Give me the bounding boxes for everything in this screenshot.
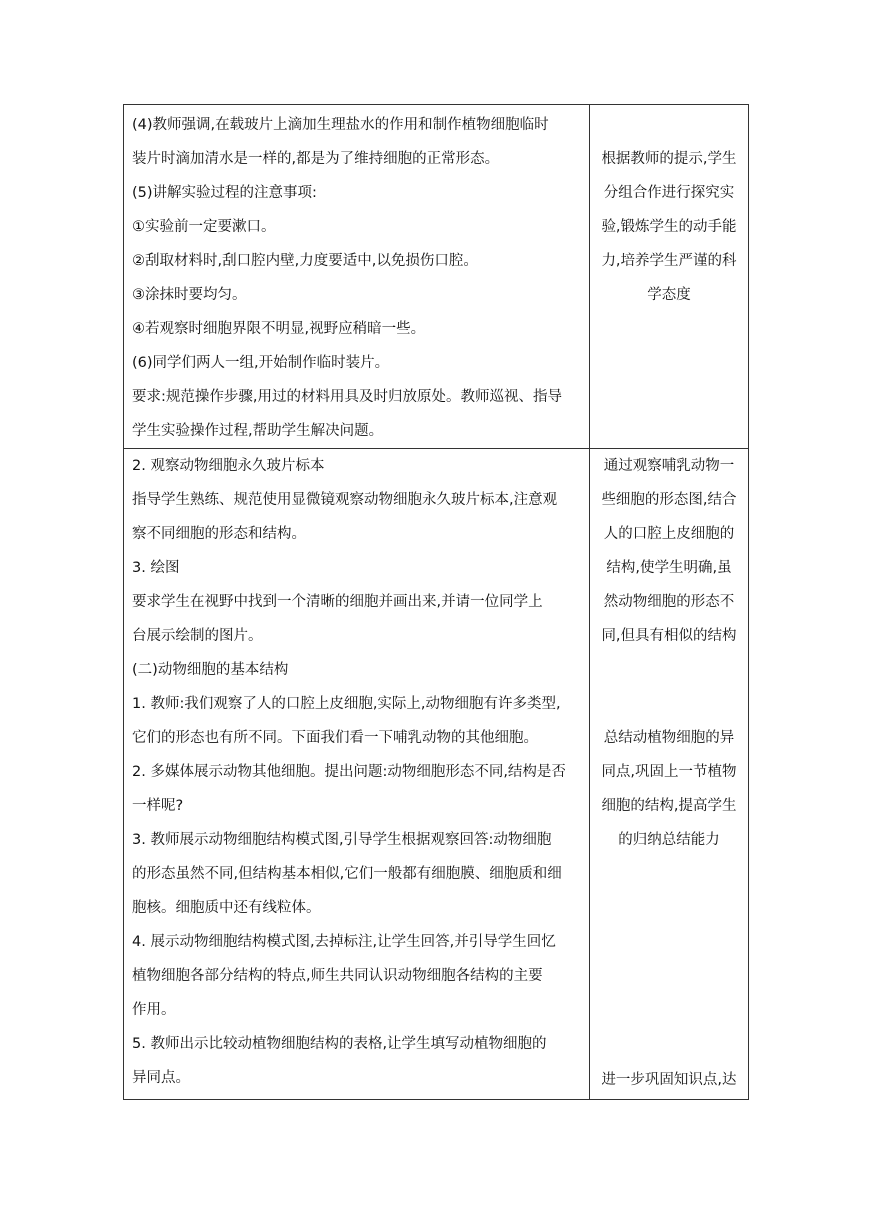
text-line: 的形态虽然不同,但结构基本相似,它们一般都有细胞膜、细胞质和细 [132, 866, 562, 882]
text-line: 通过观察哺乳动物一 [603, 458, 735, 474]
text-line: (5)讲解实验过程的注意事项: [132, 185, 317, 201]
text-line: 2. 观察动物细胞永久玻片标本 [132, 458, 325, 474]
text-line: 一样呢? [132, 798, 184, 814]
text-line: ①实验前一定要漱口。 [132, 219, 276, 235]
text-line: 装片时滴加清水是一样的,都是为了维持细胞的正常形态。 [132, 151, 500, 167]
text-line: 胞核。细胞质中还有线粒体。 [132, 900, 321, 916]
text-line: 察不同细胞的形态和结构。 [132, 526, 306, 542]
design-intent-cell [590, 449, 749, 1100]
text-line: (6)同学们两人一组,开始制作临时装片。 [132, 355, 390, 371]
text-line: 要求:规范操作步骤,用过的材料用具及时归放原处。教师巡视、指导 [132, 389, 562, 405]
text-line: 要求学生在视野中找到一个清晰的细胞并画出来,并请一位同学上 [132, 594, 543, 610]
text-line: 1. 教师:我们观察了人的口腔上皮细胞,实际上,动物细胞有许多类型, [132, 696, 561, 712]
design-intent-cell [590, 105, 749, 449]
text-line: 5. 教师出示比较动植物细胞结构的表格,让学生填写动植物细胞的 [132, 1036, 547, 1052]
teacher-activity-text [124, 449, 589, 1099]
text-line: 学态度 [647, 287, 691, 303]
text-line: ③涂抹时要均匀。 [132, 287, 247, 303]
text-line: 3. 教师展示动物细胞结构模式图,引导学生根据观察回答:动物细胞 [132, 832, 552, 848]
text-line: ④若观察时细胞界限不明显,视野应稍暗一些。 [132, 321, 426, 337]
table-row [124, 105, 749, 449]
text-line: (4)教师强调,在载玻片上滴加生理盐水的作用和制作植物细胞临时 [132, 117, 549, 133]
text-line: 学生实验操作过程,帮助学生解决问题。 [132, 423, 384, 439]
text-line: 力,培养学生严谨的科 [601, 253, 737, 269]
text-line: 验,锻炼学生的动手能 [601, 219, 737, 235]
text-line: 结构,使学生明确,虽 [606, 560, 732, 576]
design-intent-text [590, 105, 748, 448]
text-line: 根据教师的提示,学生 [601, 151, 737, 167]
text-line: ②刮取材料时,刮口腔内壁,力度要适中,以免损伤口腔。 [132, 253, 478, 269]
design-intent-text [590, 449, 748, 1099]
text-line: 分组合作进行探究实 [603, 185, 735, 201]
text-line: 台展示绘制的图片。 [132, 628, 263, 644]
text-line: 作用。 [132, 1002, 176, 1018]
text-line: 4. 展示动物细胞结构模式图,去掉标注,让学生回答,并引导学生回忆 [132, 934, 556, 950]
teacher-activity-cell [124, 449, 590, 1100]
text-line: 3. 绘图 [132, 560, 180, 576]
text-line: 的归纳总结能力 [618, 832, 720, 848]
text-line: (二)动物细胞的基本结构 [132, 662, 289, 678]
text-line: 2. 多媒体展示动物其他细胞。提出问题:动物细胞形态不同,结构是否 [132, 764, 566, 780]
teacher-activity-text [124, 105, 589, 448]
text-line: 然动物细胞的形态不 [603, 594, 735, 610]
table-row [124, 449, 749, 1100]
text-line: 细胞的结构,提高学生 [601, 798, 737, 814]
teacher-activity-cell [124, 105, 590, 449]
text-line: 异同点。 [132, 1070, 190, 1086]
text-line: 植物细胞各部分结构的特点,师生共同认识动物细胞各结构的主要 [132, 968, 543, 984]
text-line: 同,但具有相似的结构 [601, 628, 737, 644]
text-line: 总结动植物细胞的异 [603, 730, 735, 746]
text-line: 进一步巩固知识点,达 [601, 1072, 737, 1088]
text-line: 同点,巩固上一节植物 [601, 764, 737, 780]
text-line: 指导学生熟练、规范使用显微镜观察动物细胞永久玻片标本,注意观 [132, 492, 558, 508]
lesson-plan-table [123, 104, 749, 1100]
text-line: 些细胞的形态图,结合 [601, 492, 737, 508]
text-line: 它们的形态也有所不同。下面我们看一下哺乳动物的其他细胞。 [132, 730, 538, 746]
text-line: 人的口腔上皮细胞的 [603, 526, 735, 542]
